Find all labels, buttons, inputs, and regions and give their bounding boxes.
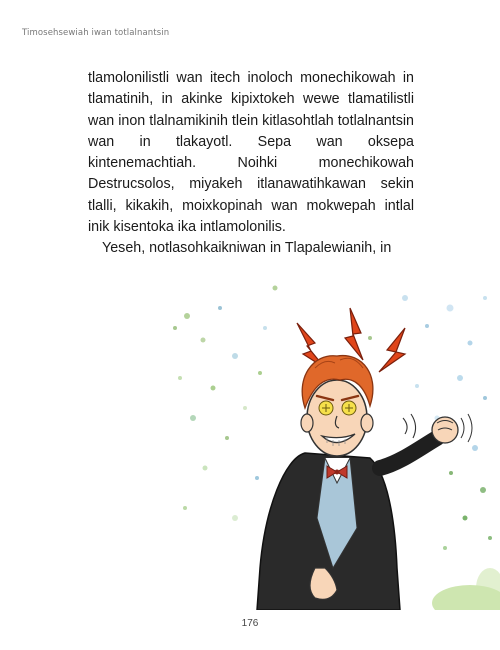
page-number: 176 (241, 618, 259, 629)
running-header: Timosehsewiah iwan totlalnantsin (22, 28, 170, 38)
paragraph: tlamolonilistli wan itech inoloch monechikowah in tlamatinih, in akinke kipixtokeh wewe tlamatilistli wan inon tlalnamikinih tlein kitlasohtlah totlalnantsin wan in tlakayotl. Sepa wan oksepa kintenemachtiah. Noihki monechikowah Destrucsolos, miyakeh itlanawatihkawan sekin tlalli, kikakih, moixkopinah wan mokwepah intlal inik kisentoka ika intlamolonilis. (88, 70, 414, 236)
scientist-illustration (165, 268, 500, 610)
paragraph: Yeseh, notlasohkaikniwan in Tlapalewianih, in (102, 240, 392, 257)
body-text (88, 68, 414, 260)
head (307, 380, 367, 456)
